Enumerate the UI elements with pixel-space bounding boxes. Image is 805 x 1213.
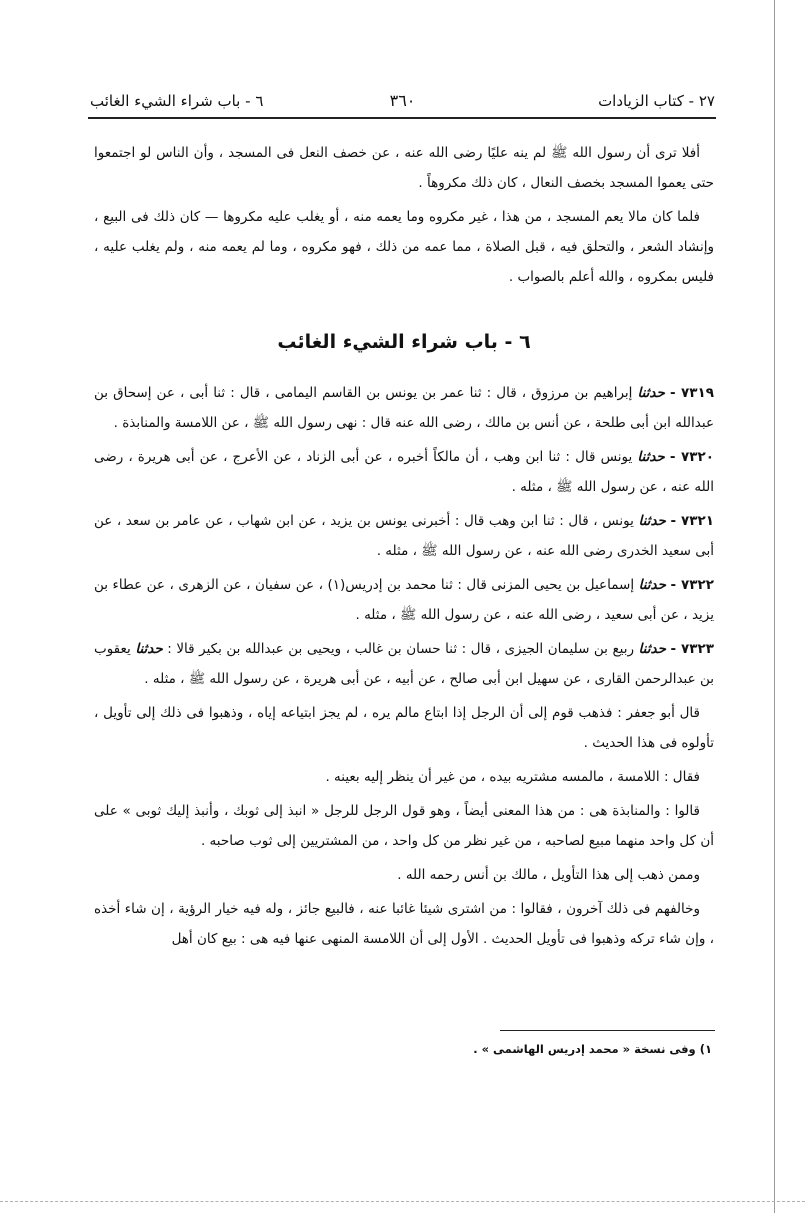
hadith-number: ٧٣٢٠ - (669, 449, 714, 465)
hadith-text: يونس ، قال : ثنا ابن وهب قال : أخبرنى يونس بن يزيد ، عن ابن شهاب ، عن عامر بن سعد ، عن أبى سعيد الخدرى رضى الله عنه ، عن رسول الله ﷺ ، مثله . (94, 513, 714, 559)
page-body (94, 138, 714, 958)
haddathana-word: حدثنا (637, 385, 665, 401)
hadith-text-part-2: يعقوب بن عبدالرحمن القارى ، عن سهيل ابن أبى صالح ، عن أبيه ، عن أبى هريرة ، عن رسول الله ﷺ ، مثله . (94, 641, 714, 687)
hadith-7319 (94, 378, 714, 438)
scan-edge-line (774, 0, 775, 1213)
scan-bottom-edge (0, 1201, 805, 1202)
commentary-paragraph-5: وخالفهم فى ذلك آخرون ، فقالوا : من اشترى شيئا غائبا عنه ، فالبيع جائز ، وله فيه خيار الرؤية ، إن شاء أخذه ، وإن شاء تركه وذهبوا فى تأويل الحديث . الأول إلى أن اللامسة المنهى عنها فيه هى : بيع كان أهل (94, 901, 714, 947)
hadith-7320 (94, 442, 714, 502)
hadith-number: ٧٣٢١ - (670, 513, 715, 529)
intro-paragraph-1: أفلا ترى أن رسول الله ﷺ لم ينه عليًا رضى الله عنه ، عن خصف النعل فى المسجد ، وأن الناس لو اجتمعوا حتى يعموا المسجد بخصف النعال ، كان ذلك مكروهاً . (94, 145, 714, 191)
hadith-text: إسماعيل بن يحيى المزنى قال : ثنا محمد بن إدريس(١) ، عن سفيان ، عن الزهرى ، عن عطاء بن يزيد ، عن أبى سعيد ، رضى الله عنه ، عن رسول الله ﷺ ، مثله . (94, 577, 714, 623)
footnote: ١) وفى نسخة « محمد إدريس الهاشمى » . (473, 1042, 712, 1056)
header-book-title: ٢٧ - كتاب الزيادات (598, 92, 715, 110)
intro-paragraph-2: فلما كان مالا يعم المسجد ، من هذا ، غير مكروه وما يعمه منه ، أو يغلب عليه مكروها — كان ذلك فى البيع ، وإنشاد الشعر ، والتحلق فيه ، قبل الصلاة ، مما عمه من ذلك ، فهو مكروه ، وما لم يعمه منه ، ولم يغلب عليه ، فليس بمكروه ، والله أعلم بالصواب . (94, 209, 714, 285)
running-header (90, 88, 715, 116)
hadith-number: ٧٣٢٢ - (670, 577, 715, 593)
haddathana-word: حدثنا (638, 577, 666, 593)
hadith-text: يونس قال : ثنا ابن وهب ، أن مالكاً أخبره ، عن أبى الزناد ، عن الأعرج ، عن أبى هريرة ، رضى الله عنه ، عن رسول الله ﷺ ، مثله . (94, 449, 714, 495)
hadith-text: إبراهيم بن مرزوق ، قال : ثنا عمر بن يونس بن القاسم اليمامى ، قال : ثنا أبى ، عن إسحاق بن عبدالله ابن أبى طلحة ، عن أنس بن مالك ، رضى الله عنه قال : نهى رسول الله ﷺ ، عن اللامسة والمنابذة . (94, 385, 714, 431)
commentary-paragraph-2: فقال : اللامسة ، مالمسه مشتريه بيده ، من غير أن ينظر إليه بعينه . (325, 769, 700, 785)
hadith-number: ٧٣١٩ - (669, 385, 715, 401)
hadith-7323 (94, 634, 714, 694)
header-rule (88, 117, 716, 119)
section-title: ٦ - باب شراء الشيء الغائب (277, 331, 531, 353)
haddathana-word: حدثنا (135, 641, 163, 657)
hadith-7322 (94, 570, 714, 630)
haddathana-word: حدثنا (638, 513, 666, 529)
hadith-7321 (94, 506, 714, 566)
footnote-rule (500, 1030, 715, 1031)
commentary-paragraph-4: وممن ذهب إلى هذا التأويل ، مالك بن أنس رحمه الله . (397, 867, 700, 883)
header-chapter-title: ٦ - باب شراء الشيء الغائب (90, 92, 264, 110)
header-page-number: ٣٦٠ (389, 91, 416, 110)
hadith-number: ٧٣٢٣ - (670, 641, 714, 657)
haddathana-word: حدثنا (638, 641, 666, 657)
haddathana-word: حدثنا (637, 449, 665, 465)
hadith-text-part-1: ربيع بن سليمان الجيزى ، قال : ثنا حسان بن غالب ، ويحيى بن عبدالله بن بكير قالا : (167, 641, 635, 657)
commentary-paragraph-1: قال أبو جعفر : فذهب قوم إلى أن الرجل إذا ابتاع مالم يره ، لم يجز ابتياعه إياه ، وذهبوا فى ذلك إلى تأويل ، تأولوه فى هذا الحديث . (94, 705, 714, 751)
commentary-paragraph-3: قالوا : والمنابذة هى : من هذا المعنى أيضاً ، وهو قول الرجل للرجل « انبذ إلى ثوبك ، وأنبذ إليك ثوبى » على أن كل واحد منهما مبيع لصاحبه ، من غير نظر من كل واحد ، من المشتريين إلى ثوب صاحبه . (94, 803, 714, 849)
